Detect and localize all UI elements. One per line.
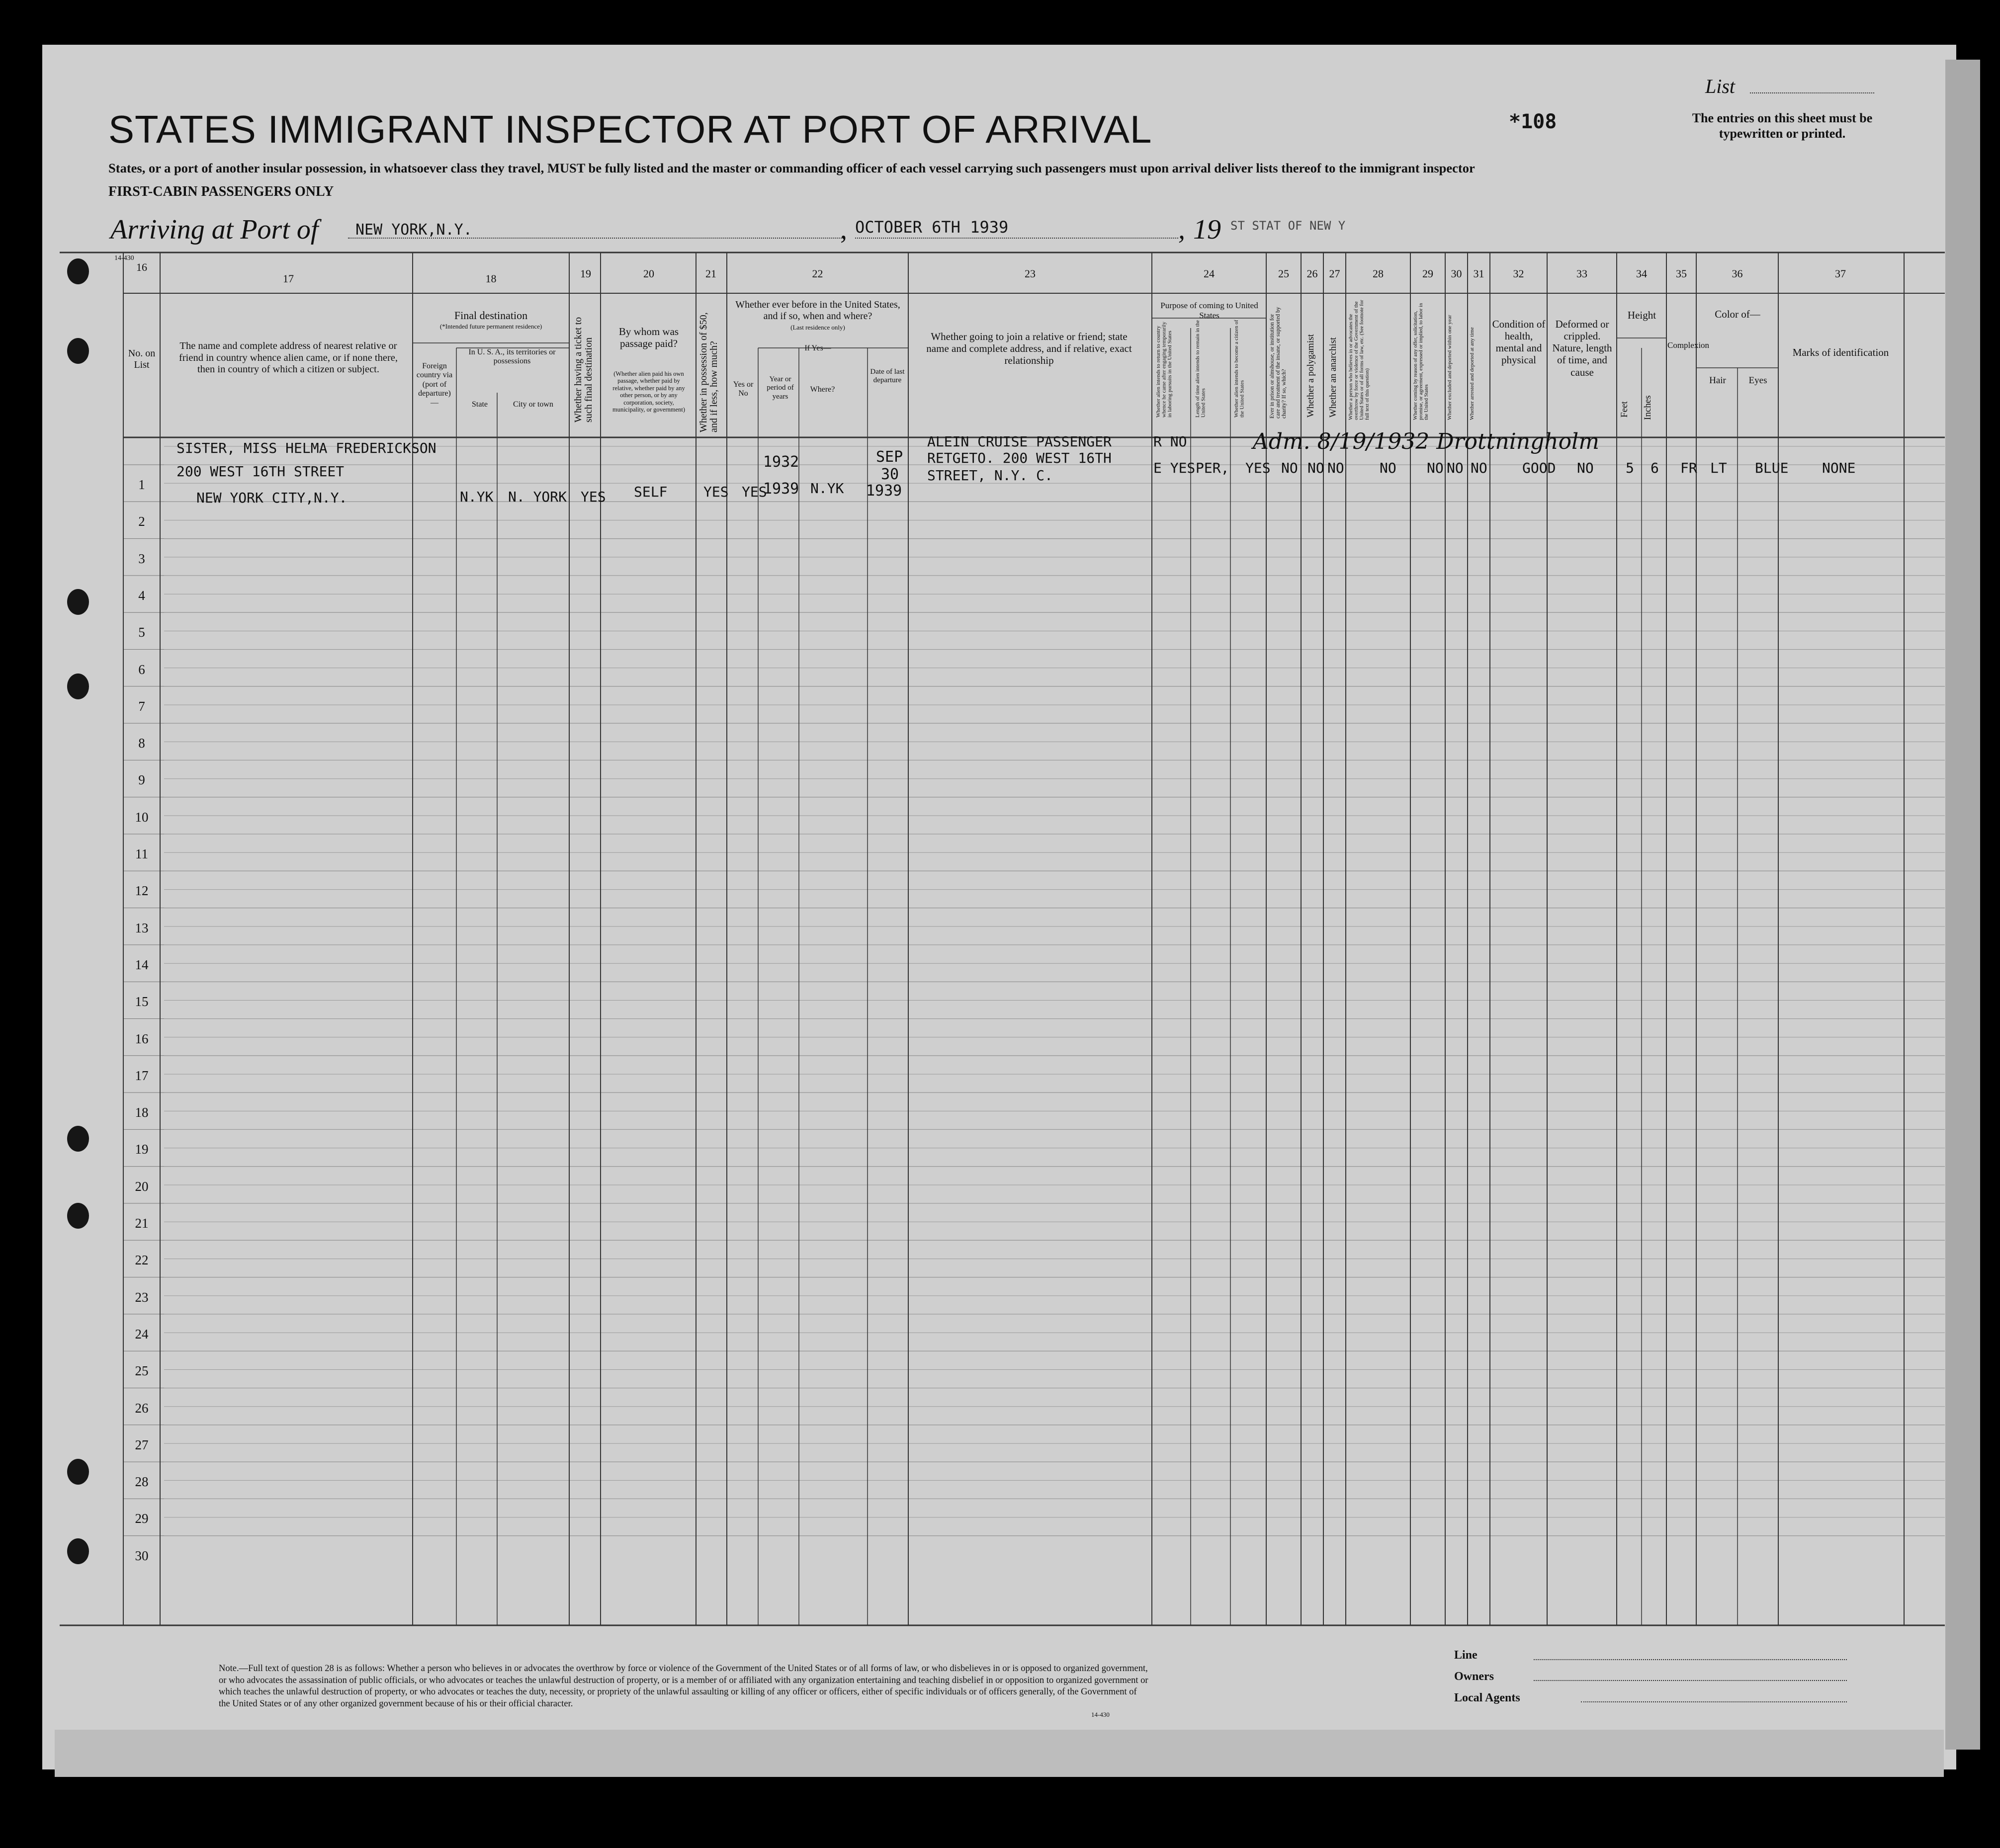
departure-day: 30 bbox=[881, 466, 899, 483]
inches-value: 6 bbox=[1651, 460, 1659, 476]
prison-value: NO bbox=[1281, 460, 1298, 476]
header-purpose-return: Whether alien intends to return to country whence he came after engaging temporarily in laboring pursuits in the United States bbox=[1155, 322, 1173, 418]
header-height: Height bbox=[1627, 309, 1656, 321]
class-line: FIRST-CABIN PASSENGERS ONLY bbox=[108, 184, 334, 199]
header-year-period: Year or period of years bbox=[767, 375, 794, 401]
row-number: 8 bbox=[138, 736, 145, 751]
header-color-of: Color of— bbox=[1715, 308, 1760, 320]
col-num-24: 24 bbox=[1204, 267, 1215, 280]
header-prison: Ever in prison or almshouse, or institution for care and treatment of the insane, or supported by charity? If so, which? bbox=[1269, 307, 1288, 419]
row-number: 13 bbox=[135, 920, 149, 935]
header-labor-offer: Whether coming by reason of any offer, solicitation, promise, or agreement, expressed or implied, to labor in the United States bbox=[1413, 303, 1430, 420]
year-1939: 1939 bbox=[763, 480, 799, 498]
where-value: N.YK bbox=[810, 480, 844, 497]
header-if-yes: If Yes— bbox=[804, 344, 831, 352]
polygamist-value: NO bbox=[1307, 460, 1324, 476]
row-number: 23 bbox=[135, 1289, 149, 1305]
row-number: 27 bbox=[135, 1437, 149, 1452]
col-num-26: 26 bbox=[1306, 267, 1318, 280]
col-num-36: 36 bbox=[1732, 267, 1743, 280]
row-number: 20 bbox=[135, 1178, 149, 1194]
col-num-25: 25 bbox=[1278, 267, 1289, 280]
header-purpose-length: Length of time alien intends to remain in the United States bbox=[1195, 320, 1207, 418]
relative-line-3: NEW YORK CITY,N.Y. bbox=[196, 490, 348, 506]
ticket-value: YES bbox=[581, 489, 606, 505]
header-polygamist: Whether a polygamist bbox=[1305, 334, 1316, 418]
col-num-29: 29 bbox=[1422, 267, 1433, 280]
form-subtitle: States, or a port of another insular possession, in whatsoever class they travel, MUST be fully listed and the master or commanding officer of each vessel carrying such passengers must upon arrival deliver lists thereof to the immigrant inspector bbox=[108, 161, 1475, 175]
purpose-citizen: YES bbox=[1245, 460, 1271, 476]
header-passage-paid: By whom was passage paid? bbox=[618, 326, 679, 350]
date-value: OCTOBER 6TH 1939 bbox=[855, 218, 1009, 237]
feet-value: 5 bbox=[1626, 460, 1634, 476]
header-ticket: Whether having a ticket to such final destination bbox=[573, 317, 594, 422]
row-number: 2 bbox=[138, 514, 145, 529]
header-complexion: Complexion bbox=[1667, 340, 1710, 350]
form-title: STATES IMMIGRANT INSPECTOR AT PORT OF ARRIVAL bbox=[108, 107, 1152, 151]
row-number: 18 bbox=[135, 1105, 149, 1120]
row-number: 16 bbox=[135, 1031, 149, 1046]
labor-value: NO bbox=[1427, 460, 1444, 476]
year-prefix: 19 bbox=[1193, 214, 1221, 245]
departure-month: SEP bbox=[876, 448, 903, 466]
col-num-22: 22 bbox=[812, 267, 823, 280]
col-num-37: 37 bbox=[1835, 267, 1846, 280]
header-excluded: Whether excluded and deported within one year bbox=[1447, 315, 1453, 420]
port-value: NEW YORK,N.Y. bbox=[355, 221, 472, 239]
header-no-on-list: No. on List bbox=[128, 348, 156, 370]
joining-line-2: RETGETO. 200 WEST 16TH bbox=[927, 450, 1112, 466]
header-final-destination-note: (*Intended future permanent residence) bbox=[439, 323, 542, 330]
been-before-value: YES bbox=[742, 484, 767, 500]
paid-by-value: SELF bbox=[634, 484, 668, 500]
col-num-32: 32 bbox=[1513, 267, 1524, 280]
header-ever-before: Whether ever before in the United States, and if so, when and where? bbox=[735, 299, 900, 322]
header-anarchist: Whether an anarchist bbox=[1328, 337, 1338, 418]
col-num-21: 21 bbox=[705, 267, 716, 280]
row-number: 17 bbox=[135, 1068, 149, 1083]
fifty-dollars-value: YES bbox=[703, 484, 729, 500]
row-number: 30 bbox=[135, 1548, 149, 1563]
header-fifty-dollars: Whether in possession of $50, and if less, how much? bbox=[698, 312, 719, 432]
header-yes-no: Yes or No bbox=[733, 380, 754, 398]
row-number: 6 bbox=[138, 662, 145, 677]
header-deported: Whether arrested and deported at any time bbox=[1469, 327, 1475, 420]
relative-line-2: 200 WEST 16TH STREET bbox=[176, 463, 345, 480]
header-where: Where? bbox=[810, 385, 835, 394]
local-agents-label: Local Agents bbox=[1454, 1691, 1520, 1704]
header-city: City or town bbox=[513, 400, 553, 409]
dest-state: N.YK bbox=[460, 489, 494, 505]
joining-line-3: STREET, N.Y. C. bbox=[927, 467, 1053, 484]
header-feet: Feet bbox=[1619, 401, 1630, 418]
excluded-value: NO bbox=[1447, 460, 1464, 476]
row-number: 12 bbox=[135, 883, 149, 899]
header-overthrow: Whether a person who believes in or advocates the overthrow by force or violence of the Government of the United States or of all forms of law, etc. (See footnote for full text of this question) bbox=[1348, 300, 1371, 420]
stamp-number: *108 bbox=[1509, 110, 1557, 133]
year-1932: 1932 bbox=[763, 453, 799, 471]
departure-year: 1939 bbox=[866, 482, 902, 500]
header-eyes: Eyes bbox=[1748, 375, 1767, 386]
dest-city: N. YORK bbox=[508, 489, 567, 505]
row-number: 24 bbox=[135, 1326, 149, 1342]
row-number: 28 bbox=[135, 1474, 149, 1490]
header-state: State bbox=[472, 400, 488, 409]
deported-value: NO bbox=[1471, 460, 1487, 476]
row-number: 15 bbox=[135, 994, 149, 1009]
col-num-31: 31 bbox=[1473, 267, 1484, 280]
col-num-17: 17 bbox=[283, 272, 294, 285]
col-num-16: 16 bbox=[136, 261, 147, 273]
col-num-30: 30 bbox=[1451, 267, 1462, 280]
header-purpose: Purpose of coming to United States bbox=[1160, 301, 1258, 320]
header-nearest-relative: The name and complete address of nearest relative or friend in country whence alien came, or if none there, then in country of which a citizen or subject. bbox=[179, 340, 398, 375]
deformed-value: NO bbox=[1577, 460, 1594, 476]
col-num-20: 20 bbox=[643, 267, 654, 280]
purpose-return-2: E YES bbox=[1153, 460, 1196, 476]
footnote-question-28: Note.—Full text of question 28 is as follows: Whether a person who believes in or advocates the overthrow by force or violence of the Government of the United States or of all forms of law, or who disbelieves in or is opposed to organized government, or who advocates the assassination of public officials, or who advocates or teaches the unlawful destruction of property, or is a member of or affiliated with any organization entertaining and teaching disbelief in or opposition to organized government or which teaches the unlawful destruction of property, or who advocates or teaches the duty, necessity, or propriety of the unlawful assaulting or killing of any officer or officers, either of specific individuals or of officers generally, of the Government of the United States or of any other organized government because of his or their official character. bbox=[219, 1664, 1148, 1709]
col-num-33: 33 bbox=[1576, 267, 1587, 280]
purpose-length: PER, bbox=[1196, 460, 1229, 476]
eyes-value: BLUE bbox=[1755, 460, 1789, 476]
col-num-23: 23 bbox=[1025, 267, 1036, 280]
row-number: 1 bbox=[138, 477, 145, 492]
row-number: 14 bbox=[135, 957, 149, 972]
row-number: 26 bbox=[135, 1400, 149, 1416]
col-num-28: 28 bbox=[1373, 267, 1384, 280]
header-passage-note: (Whether alien paid his own passage, whether paid by relative, whether paid by any other person, or by any corporation, society, municipality, or government) bbox=[612, 370, 686, 413]
header-deformed: Deformed or crippled. Nature, length of time, and cause bbox=[1552, 318, 1612, 378]
header-foreign-country: Foreign country via (port of departure)— bbox=[416, 362, 453, 407]
row-number: 21 bbox=[135, 1216, 149, 1231]
row-number: 7 bbox=[138, 698, 145, 714]
header-purpose-citizen: Whether alien intends to become a citizen of the United States bbox=[1233, 320, 1245, 418]
header-inches: Inches bbox=[1643, 395, 1653, 420]
form-number-top: 14-430 bbox=[114, 254, 134, 262]
header-hair: Hair bbox=[1709, 375, 1726, 386]
header-last-residence: (Last residence only) bbox=[790, 324, 845, 331]
purpose-return-1: R NO bbox=[1153, 433, 1187, 450]
header-in-usa: In U. S. A., its territories or possessions bbox=[468, 348, 556, 366]
col-num-34: 34 bbox=[1636, 267, 1647, 280]
header-marks: Marks of identification bbox=[1792, 346, 1889, 358]
year-typed: ST STAT OF NEW Y bbox=[1230, 219, 1346, 233]
form-number-bottom: 14-430 bbox=[1091, 1711, 1110, 1718]
row-number: 22 bbox=[135, 1253, 149, 1268]
owners-label: Owners bbox=[1454, 1670, 1494, 1683]
row-number: 25 bbox=[135, 1363, 149, 1379]
hair-value: LT bbox=[1710, 460, 1727, 476]
arriving-label: Arriving at Port of bbox=[110, 214, 319, 245]
complexion-value: FR bbox=[1680, 460, 1697, 476]
anarchist-value: NO bbox=[1327, 460, 1344, 476]
row-number: 9 bbox=[138, 772, 145, 788]
col-num-27: 27 bbox=[1329, 267, 1340, 280]
row-number: 5 bbox=[138, 625, 145, 640]
header-final-destination: Final destination bbox=[454, 309, 528, 322]
marks-value: NONE bbox=[1822, 460, 1856, 476]
col-num-19: 19 bbox=[580, 267, 591, 280]
overthrow-value: NO bbox=[1380, 460, 1396, 476]
row-number: 4 bbox=[138, 588, 145, 603]
entries-note: The entries on this sheet must be typewritten or printed. bbox=[1692, 111, 1873, 141]
health-value: GOOD bbox=[1522, 460, 1556, 476]
header-health: Condition of health, mental and physical bbox=[1492, 318, 1546, 366]
handwritten-admission-note: Adm. 8/19/1932 Drottningholm bbox=[1253, 429, 1599, 454]
col-num-35: 35 bbox=[1676, 267, 1687, 280]
row-number: 3 bbox=[138, 551, 145, 566]
header-going-to-join: Whether going to join a relative or friend; state name and complete address, and if relative, exact relationship bbox=[926, 331, 1132, 367]
joining-line-1: ALEIN CRUISE PASSENGER bbox=[927, 433, 1112, 450]
row-number: 19 bbox=[135, 1142, 149, 1157]
header-last-departure: Date of last departure bbox=[870, 368, 905, 385]
row-number: 29 bbox=[135, 1511, 149, 1526]
col-num-18: 18 bbox=[485, 272, 497, 285]
line-label: Line bbox=[1454, 1649, 1478, 1662]
row-number: 11 bbox=[135, 846, 148, 861]
relative-line-1: SISTER, MISS HELMA FREDERICKSON bbox=[176, 440, 436, 456]
row-number: 10 bbox=[135, 809, 149, 825]
list-label: List bbox=[1705, 75, 1736, 97]
